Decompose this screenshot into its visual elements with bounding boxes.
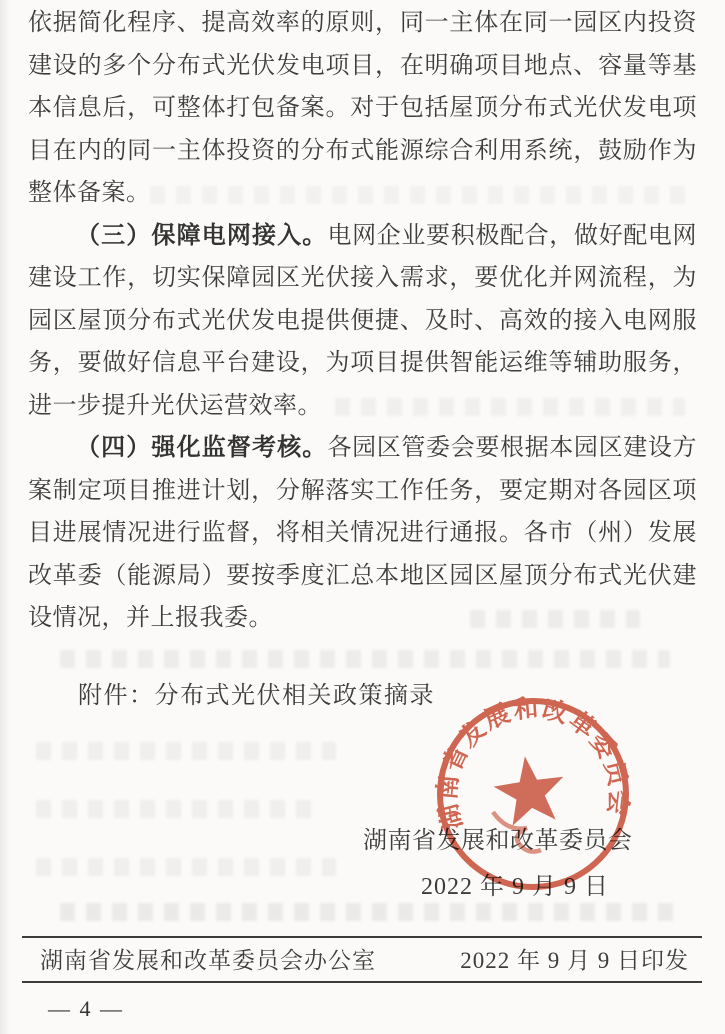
body-line-section-heading: （四）强化监督考核。各园区管委会要根据本园区建设方 — [76, 434, 698, 461]
section-heading: （三）保障电网接入。 — [76, 221, 328, 249]
attachment-line: 附件：分布式光伏相关政策摘录 — [78, 683, 435, 709]
footer-rule-top — [22, 936, 702, 938]
body-line: 依据简化程序、提高效率的原则，同一主体在同一园区内投资 — [28, 10, 697, 36]
body-line: 园区屋顶分布式光伏发电提供便捷、及时、高效的接入电网服 — [28, 307, 697, 334]
body-line: 改革委（能源局）要按季度汇总本地区园区屋顶分布式光伏建 — [28, 562, 697, 589]
seal-arc-text: 湖南省发展和改革委员会 — [434, 695, 632, 833]
page-number: — 4 — — [48, 996, 124, 1021]
body-line: 务，要做好信息平台建设，为项目提供智能运维等辅助服务， — [28, 350, 697, 376]
body-line: 目在内的同一主体投资的分布式能源综合利用系统，鼓励作为 — [28, 137, 697, 164]
body-line-section-heading: （三）保障电网接入。电网企业要积极配合，做好配电网 — [76, 221, 698, 249]
footer-rule-bottom — [22, 981, 702, 983]
bleedthrough-smudge — [60, 903, 680, 921]
bleedthrough-smudge — [36, 800, 316, 818]
body-line: 案制定项目推进计划，分解落实工作任务，要定期对各园区项 — [28, 477, 697, 504]
bleedthrough-smudge — [60, 650, 670, 668]
bleedthrough-smudge — [36, 742, 336, 760]
official-seal — [433, 694, 633, 894]
body-line: 建设工作，切实保障园区光伏接入需求，要优化并网流程，为 — [28, 265, 697, 291]
body-line: 目进展情况进行监督，将相关情况进行通报。各市（州）发展 — [28, 520, 697, 546]
bleedthrough-smudge — [36, 858, 336, 876]
body-line: 建设的多个分布式光伏发电项目，在明确项目地点、容量等基 — [28, 52, 697, 79]
scan-edge-shadow — [0, 0, 10, 1034]
body-line: 进一步提升光伏运营效率。 — [28, 392, 322, 419]
section-heading: （四）强化监督考核。 — [76, 434, 328, 461]
seal-star-icon — [494, 756, 564, 825]
body-line: 本信息后，可整体打包备案。对于包括屋顶分布式光伏发电项 — [28, 95, 697, 121]
body-line: 整体备案。 — [28, 180, 151, 206]
issuer-signature: 湖南省发展和改革委员会 — [363, 828, 633, 854]
footer-print-date: 2022 年 9 月 9 日印发 — [460, 948, 689, 973]
seal-ring — [440, 701, 626, 887]
body-line: 设情况，并上报我委。 — [28, 605, 273, 631]
body-text — [28, 2, 697, 640]
issue-date: 2022 年 9 月 9 日 — [421, 874, 609, 900]
footer-office: 湖南省发展和改革委员会办公室 — [40, 948, 376, 973]
